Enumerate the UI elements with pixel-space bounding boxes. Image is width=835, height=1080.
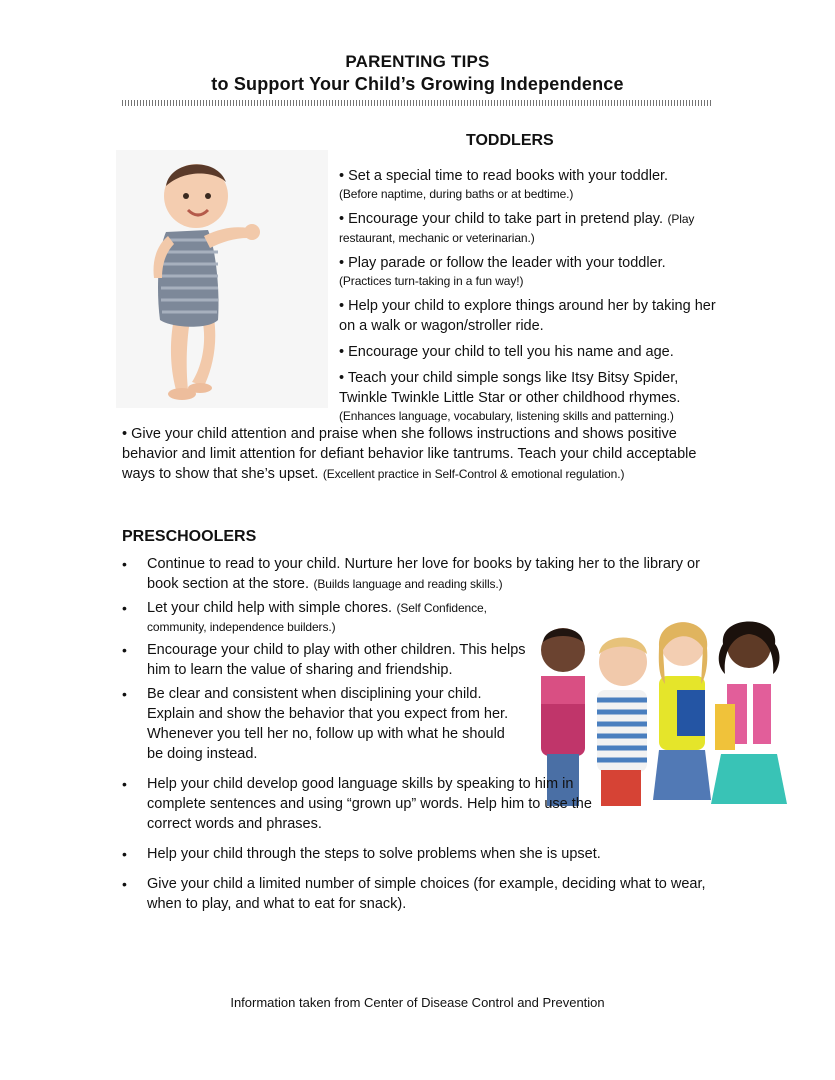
- tip-note: (Enhances language, vocabulary, listening skills and patterning.): [339, 409, 674, 423]
- bullet: •: [122, 846, 127, 862]
- tip-text: Continue to read to your child. Nurture her love for books by taking her to the library or book section at the store.: [147, 556, 700, 592]
- toddler-photo: [116, 150, 328, 408]
- source-footer: Information taken from Center of Disease Control and Prevention: [230, 995, 605, 1010]
- tip-text: • Encourage your child to take part in pretend play.: [339, 211, 663, 227]
- tip-note: (Before naptime, during baths or at bedtime.): [339, 187, 574, 201]
- list-item: [339, 209, 724, 247]
- preschoolers-heading: PRESCHOOLERS: [122, 528, 257, 545]
- preschool-tips-list: [122, 554, 722, 914]
- bullet: •: [122, 556, 127, 572]
- tip-note: (Builds language and reading skills.): [313, 577, 503, 591]
- tip-note: (Play restaurant, mechanic or veterinarian.): [339, 212, 695, 245]
- tip-text: • Set a special time to read books with your toddler.: [339, 168, 669, 184]
- tip-text: • Help your child to explore things around her by taking her on a walk or wagon/stroller ride.: [339, 298, 716, 334]
- list-item: [339, 296, 724, 336]
- page-subtitle: to Support Your Child’s Growing Independence: [211, 74, 624, 94]
- list-item: [339, 253, 724, 290]
- tip-text: Encourage your child to play with other children. This helps him to learn the value of sharing and friendship.: [147, 642, 526, 678]
- tip-text: Be clear and consistent when disciplining your child. Explain and show the behavior that you expect from her. Whenever you tell her no, follow up with what he should be doing instead.: [147, 686, 509, 762]
- list-item: [122, 844, 722, 864]
- dotted-divider: [122, 100, 712, 106]
- tip-note: (Excellent practice in Self-Control & emotional regulation.): [322, 467, 625, 481]
- tip-text: • Encourage your child to tell you his name and age.: [339, 344, 674, 360]
- bullet: •: [122, 686, 127, 702]
- tip-text: • Give your child attention and praise when she follows instructions and shows positive behavior and limit attention for defiant behavior like tantrums. Teach your child acceptable ways to show that she’s upset.: [122, 426, 697, 482]
- list-item: [339, 166, 724, 203]
- tip-text: • Play parade or follow the leader with your toddler.: [339, 255, 666, 271]
- bullet: •: [122, 776, 127, 792]
- list-item: [339, 342, 724, 362]
- list-item: [122, 598, 512, 636]
- bullet: •: [122, 642, 127, 658]
- tip-text: Let your child help with simple chores.: [147, 600, 393, 616]
- list-item: [122, 640, 527, 680]
- list-item: [122, 684, 517, 764]
- tip-text: • Teach your child simple songs like Itsy Bitsy Spider, Twinkle Twinkle Little Star or other childhood rhymes.: [339, 370, 681, 406]
- page-title: PARENTING TIPS: [345, 52, 490, 71]
- toddler-full-tip: [122, 424, 714, 484]
- list-item: [122, 874, 727, 914]
- tip-note: (Self Confidence, community, independence builders.): [147, 601, 487, 634]
- tip-text: Help your child develop good language skills by speaking to him in complete sentences and using “grown up” words. Help him to use the correct words and phrases.: [147, 776, 592, 832]
- toddlers-heading: TODDLERS: [466, 132, 554, 149]
- list-item: [122, 554, 722, 594]
- tip-text: Give your child a limited number of simple choices (for example, deciding what to wear, when to play, and what to eat for snack).: [147, 876, 706, 912]
- bullet: •: [122, 876, 127, 892]
- tip-text: Help your child through the steps to solve problems when she is upset.: [147, 846, 601, 862]
- tip-note: (Practices turn-taking in a fun way!): [339, 274, 524, 288]
- bullet: •: [122, 600, 127, 616]
- list-item: [339, 368, 724, 425]
- list-item: [122, 774, 622, 834]
- toddler-tips-list: [339, 166, 724, 431]
